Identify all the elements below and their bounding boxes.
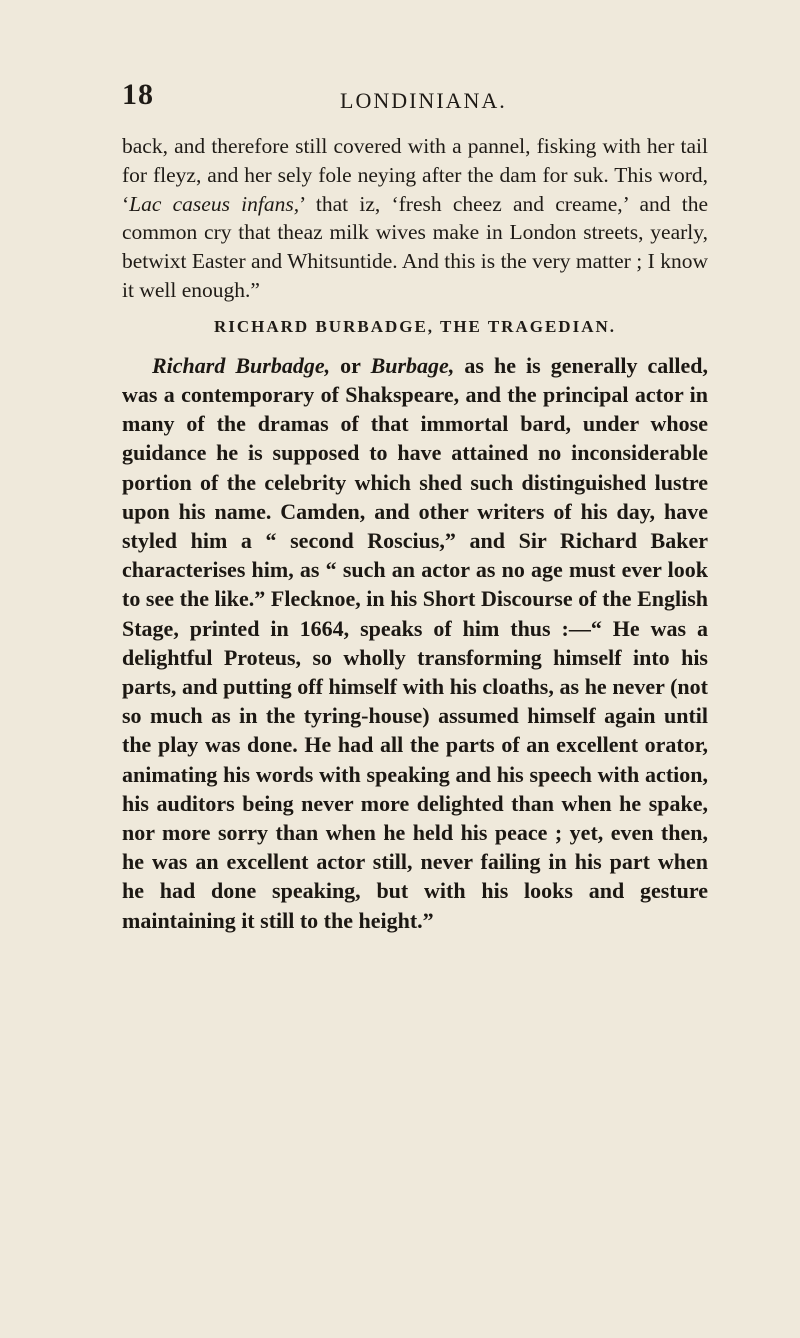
paragraph-continued [122,132,708,305]
para2-name-2: Burbage, [370,352,455,378]
running-title: LONDINIANA. [340,88,507,113]
para1-text-end: ’ that iz, ‘fresh cheez and creame,’ and the common cry that theaz milk wives make in London streets, yearly, betwixt Easter and Whitsuntide. And this is the very matter ; I know it well enough.” [122,191,708,302]
running-head [122,78,702,118]
para2-or: or [330,352,371,378]
paragraph-burbadge [122,351,708,935]
page-number: 18 [122,78,154,111]
section-heading: RICHARD BURBADGE, THE TRAGEDIAN. [213,316,616,336]
para2-name-1: Richard Burbadge, [152,352,331,378]
body-text [122,132,708,935]
para2-text: as he is generally called, was a contemporary of Shakspeare, and the principal actor in many of the dramas of that immortal bard, under whose guidance he is supposed to have attained no inconsiderable portion of the celebrity which shed such distinguished lustre upon his name. Camden, and other writers of his day, have styled him a “ second Roscius,” and Sir Richard Baker characterises him, as “ such an actor as no age must ever look to see the like.” Flecknoe, in his Short Discourse of the English Stage, printed in 1664, speaks of him thus :—“ He was a delightful Proteus, so wholly transforming himself into his parts, and putting off himself with his cloaths, as he never (not so much as in the tyring-house) assumed himself again until the play was done. He had all the parts of an excellent orator, animating his words with speaking and his speech with action, his auditors being never more delighted than when he spake, nor more sorry than when he held his peace ; yet, even then, he was an excellent actor still, never failing in his part when he had done speaking, but with his looks and gesture maintaining it still to the height.” [122,352,708,933]
para1-text-start: back, and therefore still covered with a pannel, fisking with her tail for fleyz, and her sely fole neying after the dam for suk. This word, ‘ [122,134,708,216]
para1-latin-phrase: Lac caseus infans, [129,191,300,216]
